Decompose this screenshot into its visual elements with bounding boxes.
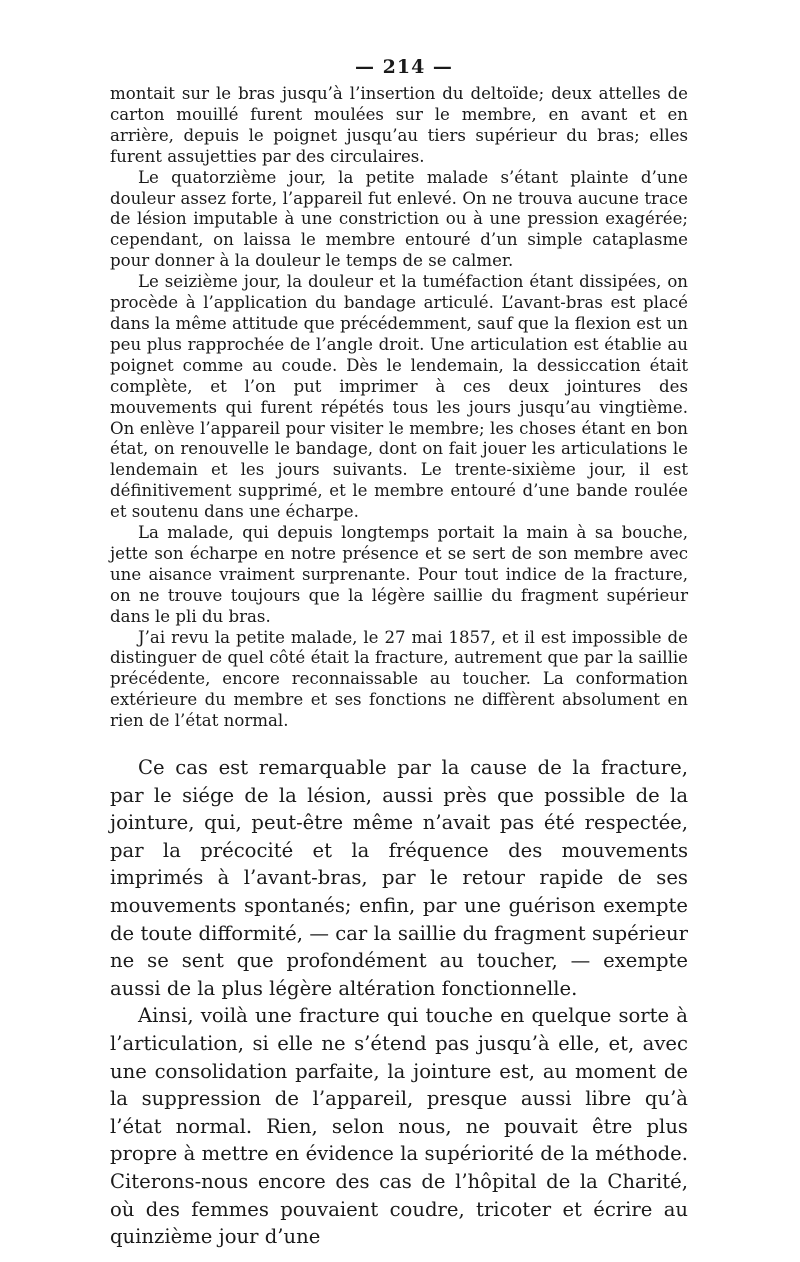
book-page (110, 56, 688, 1251)
paragraph-continuation: montait sur le bras jusqu’à l’insertion du deltoïde; deux attelles de carton mouillé furent moulées sur le membre, en avant et en arrière, depuis le poignet jusqu’au tiers supérieur du bras; elles furent assujetties par des circulaires. (110, 84, 688, 166)
paragraph-case-remarks: Ce cas est remarquable par la cause de la fracture, par le siége de la lésion, aussi près que possible de la jointure, qui, peut-être même n’avait pas été respectée, par la précocité et la fréquence des mouvements imprimés à l’avant-bras, par le retour rapide de ses mouvements spontanés; enfin, par une guérison exempte de toute difformité, — car la saillie du fragment supérieur ne se sent que profondément au toucher, — exempte aussi de la plus légère altération fonctionnelle. (110, 756, 688, 1000)
paragraph-conclusion: Ainsi, voilà une fracture qui touche en quelque sorte à l’articulation, si elle ne s’étend pas jusqu’à elle, et, avec une consolidation parfaite, la jointure est, au moment de la suppression de l’appareil, presque aussi libre qu’à l’état normal. Rien, selon nous, ne pouvait être plus propre à mettre en évidence la supériorité de la méthode. Citerons-nous encore des cas de l’hôpital de la Charité, où des femmes pouvaient coudre, tricoter et écrire au quinzième jour d’une (110, 1004, 688, 1249)
paragraph-sixteenth-day: Le seizième jour, la douleur et la tuméfaction étant dissipées, on procède à l’application du bandage articulé. L’avant-bras est placé dans la même attitude que précédemment, sauf que la flexion est un peu plus rapprochée de l’angle droit. Une articulation est établie au poignet comme au coude. Dès le lendemain, la dessiccation était complète, et l’on put imprimer à ces deux jointures des mouvements qui furent répétés tous les jours jusqu’au vingtième. On enlève l’appareil pour visiter le membre; les choses étant en bon état, on renouvelle le bandage, dont on fait jouer les articulations le lendemain et les jours suivants. Le trente-sixième jour, il est définitivement supprimé, et le membre entouré d’une bande roulée et soutenu dans une écharpe. (110, 272, 688, 522)
paragraph-fourteenth-day: Le quatorzième jour, la petite malade s’étant plainte d’une douleur assez forte, l’appareil fut enlevé. On ne trouva aucune trace de lésion imputable à une constriction ou à une pression exagérée; cependant, on laissa le membre entouré d’un simple cataplasme pour donner à la douleur le temps de se calmer. (110, 167, 688, 271)
paragraph-patient-recovery: La malade, qui depuis longtemps portait la main à sa bouche, jette son écharpe en notre présence et se sert de son membre avec une aisance vraiment surprenante. Pour tout indice de la fracture, on ne trouve toujours que la légère saillie du fragment supérieur dans le pli du bras. (110, 523, 688, 626)
paragraph-follow-up: J’ai revu la petite malade, le 27 mai 1857, et il est impossible de distinguer de quel côté était la fracture, autrement que par la saillie précédente, encore reconnaissable au toucher. La conformation extérieure du membre et ses fonctions ne diffèrent absolument en rien de l’état normal. (110, 627, 688, 731)
page-number: — 214 — (355, 56, 453, 78)
section-gap (110, 732, 688, 754)
